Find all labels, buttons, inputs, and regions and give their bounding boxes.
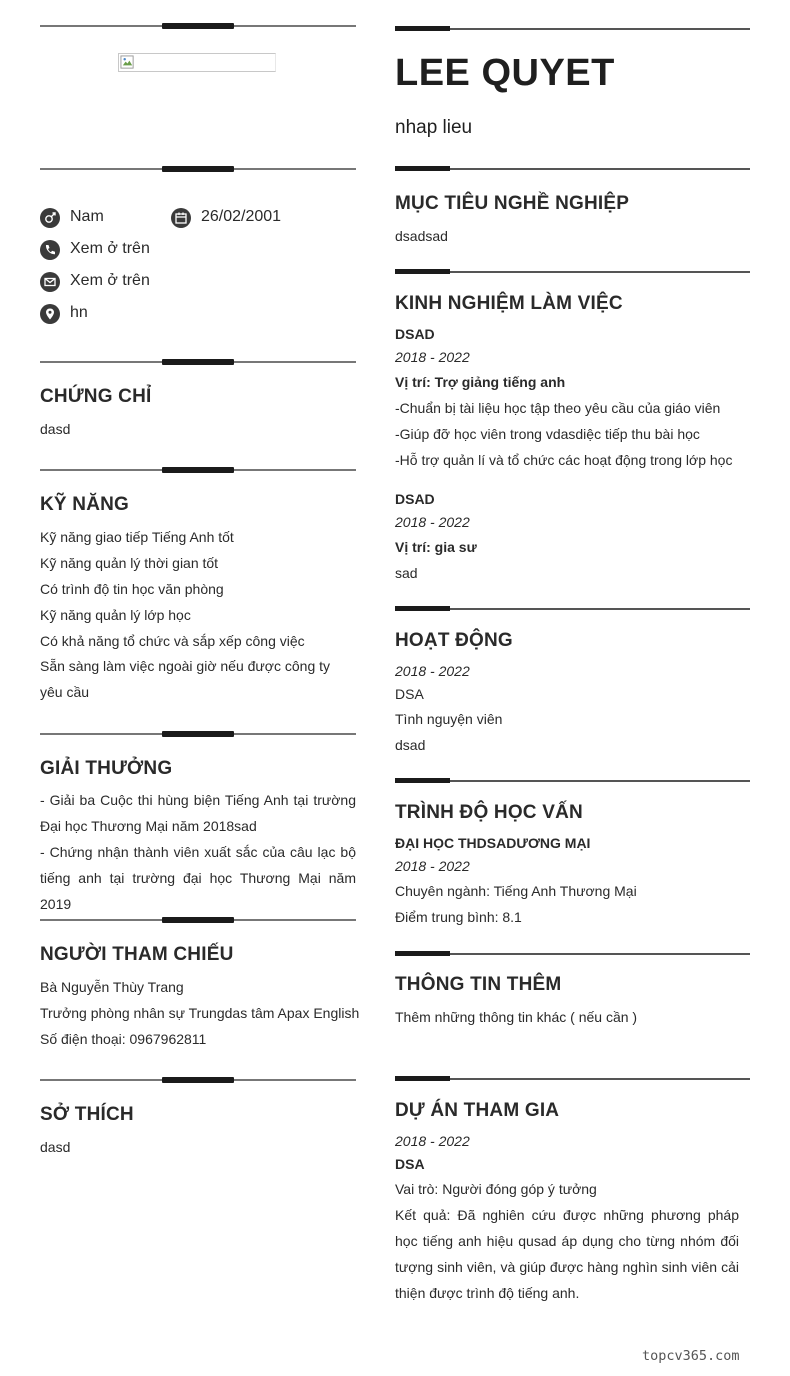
certificates-heading: CHỨNG CHỈ <box>40 386 152 407</box>
birthday-text: 26/02/2001 <box>201 208 282 225</box>
experience-heading: KINH NGHIỆM LÀM VIỆC <box>395 293 623 314</box>
award-item: - Giải ba Cuộc thi hùng biện Tiếng Anh tại trường Đại học Thương Mại năm 2018sad <box>40 792 356 834</box>
divider <box>40 917 356 923</box>
project-name: DSA <box>395 1156 425 1172</box>
hobbies-heading: SỞ THÍCH <box>40 1104 134 1125</box>
job-company: DSAD <box>395 326 435 342</box>
divider <box>40 467 356 473</box>
job-time: 2018 - 2022 <box>395 349 470 365</box>
calendar-icon <box>171 208 191 228</box>
education-major: Chuyên ngành: Tiếng Anh Thương Mại <box>395 883 637 899</box>
project-result: Kết quả: Đã nghiên cứu được những phương pháp học tiếng anh hiệu qusad áp dụng cho từng nhóm đối tượng sinh viên, và giúp được hàng nghìn sinh viên cải thiện được trình độ tiếng anh. <box>395 1207 739 1301</box>
activity-line: DSA <box>395 686 424 702</box>
location-icon <box>40 304 60 324</box>
profile-photo <box>118 53 276 72</box>
project-time: 2018 - 2022 <box>395 1133 470 1149</box>
project-role: Vai trò: Người đóng góp ý tưởng <box>395 1181 597 1197</box>
activity-line: dsad <box>395 737 426 753</box>
candidate-name: LEE QUYET <box>395 52 615 94</box>
divider <box>395 606 750 611</box>
job-detail: -Hỗ trợ quản lí và tổ chức các hoạt động trong lớp học <box>395 452 733 468</box>
reference-line: Trưởng phòng nhân sự Trungdas tâm Apax English <box>40 1005 360 1021</box>
job-detail: sad <box>395 565 418 581</box>
education-school: ĐẠI HỌC THDSADƯƠNG MẠI <box>395 835 591 851</box>
activities-heading: HOẠT ĐỘNG <box>395 630 513 651</box>
job-time: 2018 - 2022 <box>395 514 470 530</box>
additional-text: Thêm những thông tin khác ( nếu cần ) <box>395 1009 638 1025</box>
email-text: Xem ở trên <box>70 272 150 289</box>
gender-icon <box>40 208 60 228</box>
skills-heading: KỸ NĂNG <box>40 494 130 515</box>
hobbies-text: dasd <box>40 1139 71 1155</box>
skill-item: Có khả năng tổ chức và sắp xếp công việc <box>40 633 305 649</box>
divider <box>40 1077 356 1083</box>
skill-item: Kỹ năng giao tiếp Tiếng Anh tốt <box>40 529 234 545</box>
divider <box>395 26 750 31</box>
candidate-position: nhap lieu <box>395 117 473 138</box>
education-heading: TRÌNH ĐỘ HỌC VẤN <box>395 802 583 823</box>
references-heading: NGƯỜI THAM CHIẾU <box>40 944 234 965</box>
activity-line: Tình nguyện viên <box>395 711 503 727</box>
additional-heading: THÔNG TIN THÊM <box>395 974 562 995</box>
certificates-text: dasd <box>40 421 71 437</box>
footer-watermark: topcv365.com <box>642 1348 740 1364</box>
activity-time: 2018 - 2022 <box>395 663 470 679</box>
education-gpa: Điểm trung bình: 8.1 <box>395 909 522 925</box>
job-detail: -Giúp đỡ học viên trong vdasdiệc tiếp thu bài học <box>395 426 700 442</box>
divider <box>395 778 750 783</box>
awards-heading: GIẢI THƯỞNG <box>40 758 173 779</box>
divider <box>395 269 750 274</box>
skill-item: Kỹ năng quản lý lớp học <box>40 607 191 623</box>
skill-item: Sẵn sàng làm việc ngoài giờ nếu được công ty yêu cầu <box>40 658 331 700</box>
award-item: - Chứng nhận thành viên xuất sắc của câu lạc bộ tiếng anh tại trường đại học Thương Mại năm 2019 <box>40 844 356 912</box>
gender-text: Nam <box>70 208 104 225</box>
objective-text: dsadsad <box>395 228 448 244</box>
education-time: 2018 - 2022 <box>395 858 470 874</box>
skill-item: Có trình độ tin học văn phòng <box>40 581 224 597</box>
broken-image-icon <box>120 55 135 70</box>
email-icon <box>40 272 60 292</box>
skill-item: Kỹ năng quản lý thời gian tốt <box>40 555 219 571</box>
divider <box>395 1076 750 1081</box>
job-detail: -Chuẩn bị tài liệu học tập theo yêu cầu của giáo viên <box>395 400 721 416</box>
job-role: Vị trí: Trợ giảng tiếng anh <box>395 374 566 390</box>
projects-heading: DỰ ÁN THAM GIA <box>395 1100 560 1121</box>
job-role: Vị trí: gia sư <box>395 539 477 555</box>
divider <box>40 166 356 172</box>
divider <box>395 951 750 956</box>
phone-text: Xem ở trên <box>70 240 150 257</box>
phone-icon <box>40 240 60 260</box>
divider <box>395 166 750 171</box>
job-company: DSAD <box>395 491 435 507</box>
reference-line: Bà Nguyễn Thùy Trang <box>40 979 184 995</box>
divider <box>40 731 356 737</box>
divider <box>40 23 356 29</box>
address-text: hn <box>70 304 88 321</box>
objective-heading: MỤC TIÊU NGHỀ NGHIỆP <box>395 193 630 214</box>
reference-line: Số điện thoại: 0967962811 <box>40 1031 207 1047</box>
divider <box>40 359 356 365</box>
